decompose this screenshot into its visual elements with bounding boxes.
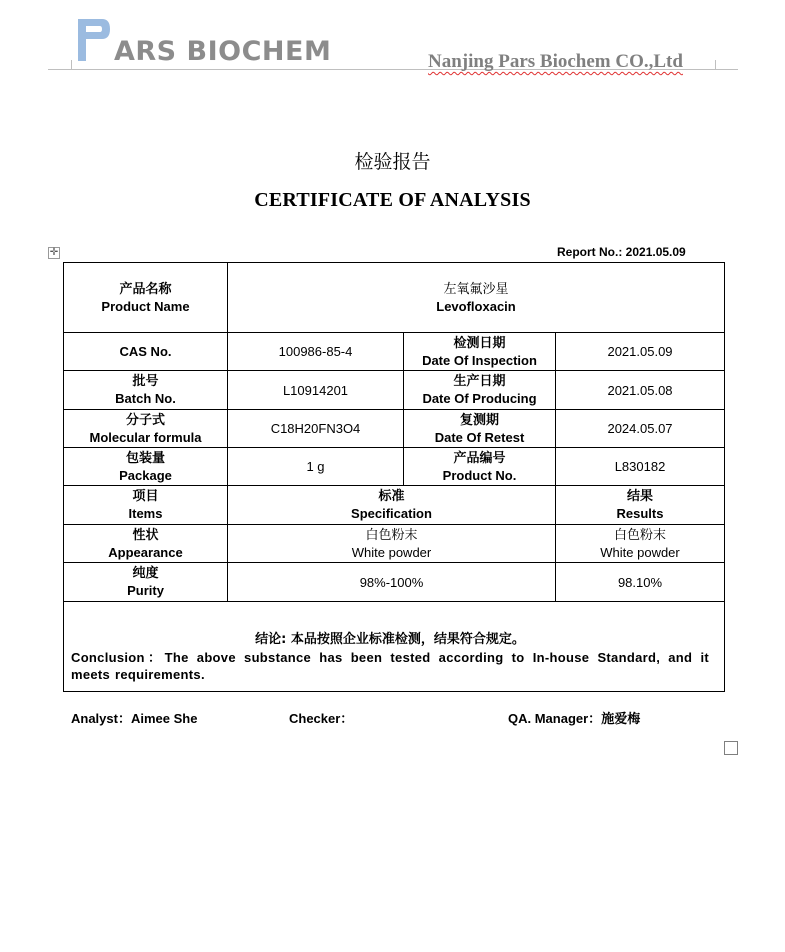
report-number-label: Report No.: (557, 245, 623, 259)
producing-date-label: 生产日期 Date Of Producing (404, 371, 556, 410)
specification-header: 标准 Specification (228, 486, 556, 525)
qa-manager-label: QA. Manager： (508, 711, 602, 726)
checker-label: Checker： (289, 711, 354, 726)
product-no-value: L830182 (556, 448, 725, 486)
appearance-label: 性状 Appearance (64, 525, 228, 563)
table-row-purity (64, 563, 725, 602)
purity-result: 98.10% (556, 563, 725, 602)
checker-signature (289, 708, 353, 727)
table-row-column-headers (64, 486, 725, 525)
purity-label: 纯度 Purity (64, 563, 228, 602)
conclusion-en: Conclusion：The above substance has been tested according to In-house Standard, and it meets requirements. (71, 649, 710, 682)
table-row-product-name (64, 263, 725, 333)
document-title-en: CERTIFICATE OF ANALYSIS (254, 189, 531, 211)
certificate-table (63, 262, 725, 692)
conclusion-cell (64, 602, 725, 692)
logo-p-mark (76, 17, 112, 63)
cas-value: 100986-85-4 (228, 333, 404, 371)
analyst-name: Aimee She (130, 711, 198, 726)
purity-spec: 98%-100% (228, 563, 556, 602)
conclusion-cn: 结论: 本品按照企业标准检测，结果符合规定。 (255, 631, 525, 647)
report-number (557, 245, 686, 259)
qa-manager-name: 施爱梅 (601, 712, 641, 727)
batch-label: 批号 Batch No. (64, 371, 228, 410)
analyst-label: Analyst： (71, 711, 131, 726)
company-name: Nanjing Pars Biochem CO.,Ltd (428, 51, 683, 72)
appearance-spec: 白色粉末 White powder (228, 525, 556, 563)
items-header: 项目 Items (64, 486, 228, 525)
table-row-batch (64, 371, 725, 410)
inspection-date-value: 2021.05.09 (556, 333, 725, 371)
cas-label: CAS No. (64, 333, 228, 371)
producing-date-value: 2021.05.08 (556, 371, 725, 410)
table-row-formula (64, 410, 725, 448)
product-name-label: 产品名称 Product Name (64, 263, 228, 333)
report-number-value: 2021.05.09 (625, 245, 686, 259)
end-of-page-marker (724, 741, 738, 755)
package-label: 包装量 Package (64, 448, 228, 486)
product-no-label: 产品编号 Product No. (404, 448, 556, 486)
table-row-cas (64, 333, 725, 371)
retest-date-value: 2024.05.07 (556, 410, 725, 448)
product-name-value: 左氧氟沙星 Levofloxacin (228, 263, 725, 333)
table-move-handle-icon[interactable]: ✛ (49, 247, 59, 258)
table-row-package (64, 448, 725, 486)
document-title-cn: 检验报告 (354, 151, 431, 173)
retest-date-label: 复测期 Date Of Retest (404, 410, 556, 448)
inspection-date-label: 检测日期 Date Of Inspection (404, 333, 556, 371)
package-value: 1 g (228, 448, 404, 486)
analyst-signature (71, 708, 197, 727)
results-header: 结果 Results (556, 486, 725, 525)
appearance-result: 白色粉末 White powder (556, 525, 725, 563)
table-row-conclusion (64, 602, 725, 692)
logo-text: ARS BIOCHEM (114, 36, 332, 67)
batch-value: L10914201 (228, 371, 404, 410)
qa-manager-signature (508, 708, 640, 727)
table-row-appearance (64, 525, 725, 563)
formula-value: C18H20FN3O4 (228, 410, 404, 448)
formula-label: 分子式 Molecular formula (64, 410, 228, 448)
